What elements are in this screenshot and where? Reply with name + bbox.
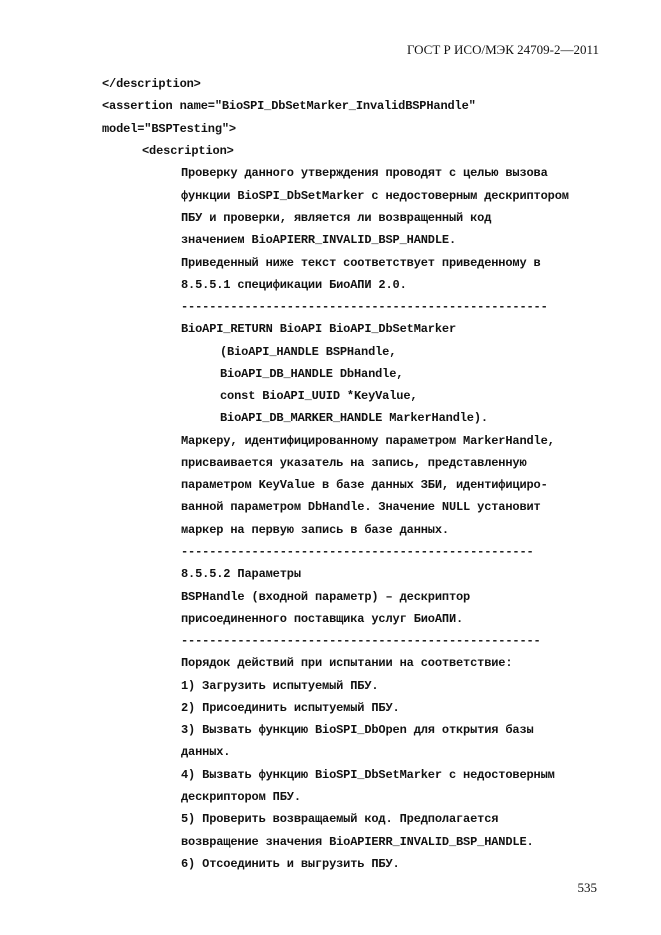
code-line: <description> bbox=[142, 144, 234, 158]
text-line: присваивается указатель на запись, представленную bbox=[181, 456, 527, 470]
text-line: присоединенного поставщика услуг БиоАПИ. bbox=[181, 612, 464, 626]
step-item: дескриптором ПБУ. bbox=[181, 790, 301, 804]
code-line: </description> bbox=[102, 77, 201, 91]
step-item: 1) Загрузить испытуемый ПБУ. bbox=[181, 679, 379, 693]
section-heading: 8.5.5.2 Параметры bbox=[181, 567, 301, 581]
step-item: данных. bbox=[181, 745, 231, 759]
text-line: значением BioAPIERR_INVALID_BSP_HANDLE. bbox=[181, 233, 456, 247]
text-line: 8.5.5.1 спецификации БиоАПИ 2.0. bbox=[181, 278, 407, 292]
separator-line: -------------------------------------------------- bbox=[181, 545, 534, 559]
step-item: возвращение значения BioAPIERR_INVALID_BSP_HANDLE. bbox=[181, 835, 534, 849]
code-line: (BioAPI_HANDLE BSPHandle, bbox=[220, 345, 397, 359]
standard-header: ГОСТ Р ИСО/МЭК 24709-2—2011 bbox=[406, 42, 599, 57]
text-line: ПБУ и проверки, является ли возвращенный код bbox=[181, 211, 492, 225]
step-item: 4) Вызвать функцию BioSPI_DbSetMarker с недостоверным bbox=[181, 768, 555, 782]
code-line: const BioAPI_UUID *KeyValue, bbox=[220, 389, 418, 403]
text-line: параметром KeyValue в базе данных ЗБИ, идентифициро- bbox=[181, 478, 548, 492]
code-line: <assertion name="BioSPI_DbSetMarker_InvalidBSPHandle" bbox=[102, 99, 476, 113]
text-line: Порядок действий при испытании на соответствие: bbox=[181, 656, 513, 670]
text-line: Проверку данного утверждения проводят с целью вызова bbox=[181, 166, 548, 180]
step-item: 5) Проверить возвращаемый код. Предполагается bbox=[181, 812, 499, 826]
code-line: BioAPI_DB_HANDLE DbHandle, bbox=[220, 367, 404, 381]
page-number: 535 bbox=[577, 880, 597, 895]
code-line: model="BSPTesting"> bbox=[102, 122, 236, 136]
step-item: 3) Вызвать функцию BioSPI_DbOpen для открытия базы bbox=[181, 723, 534, 737]
text-line: маркер на первую запись в базе данных. bbox=[181, 523, 449, 537]
text-line: Маркеру, идентифицированному параметром MarkerHandle, bbox=[181, 434, 555, 448]
separator-line: ---------------------------------------------------- bbox=[181, 300, 548, 314]
separator-line: --------------------------------------------------- bbox=[181, 634, 541, 648]
text-line: BSPHandle (входной параметр) – дескриптор bbox=[181, 590, 471, 604]
code-line: BioAPI_DB_MARKER_HANDLE MarkerHandle). bbox=[220, 411, 488, 425]
text-line: Приведенный ниже текст соответствует приведенному в bbox=[181, 256, 541, 270]
text-line: функции BioSPI_DbSetMarker с недостоверным дескриптором bbox=[181, 189, 569, 203]
step-item: 2) Присоединить испытуемый ПБУ. bbox=[181, 701, 400, 715]
code-line: BioAPI_RETURN BioAPI BioAPI_DbSetMarker bbox=[181, 322, 456, 336]
step-item: 6) Отсоединить и выгрузить ПБУ. bbox=[181, 857, 400, 871]
text-line: ванной параметром DbHandle. Значение NULL установит bbox=[181, 500, 541, 514]
